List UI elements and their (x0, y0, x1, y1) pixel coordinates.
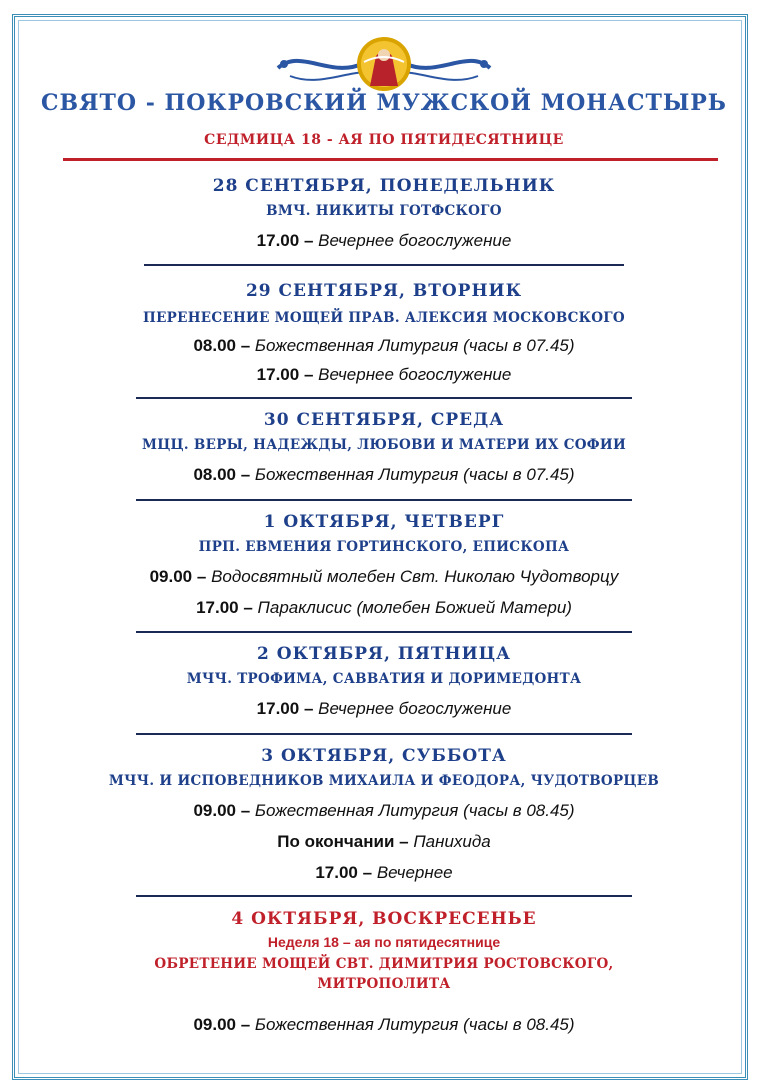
service-name: Параклисис (молебен Божией Матери) (257, 598, 572, 617)
day-saint: МЧЧ. ТРОФИМА, САВВАТИЯ И ДОРИМЕДОНТА (186, 671, 582, 687)
day-block (40, 908, 728, 1036)
day-saint: ПЕРЕНЕСЕНИЕ МОЩЕЙ ПРАВ. АЛЕКСИЯ МОСКОВСКОГО (143, 310, 625, 326)
service-time: 08.00 (193, 336, 236, 355)
service-item (40, 335, 728, 357)
day-saint-continued: МИТРОПОЛИТА (317, 976, 451, 992)
day-saint: ОБРЕТЕНИЕ МОЩЕЙ СВТ. ДИМИТРИЯ РОСТОВСКОГО, (154, 956, 614, 972)
service-name: Божественная Литургия (часы в 07.45) (254, 336, 575, 355)
day-date: 2 ОКТЯБРЯ, ПЯТНИЦА (257, 644, 511, 664)
service-time: 09.00 (193, 801, 236, 820)
day-date: 1 ОКТЯБРЯ, ЧЕТВЕРГ (263, 512, 505, 532)
service-dash: – (196, 567, 207, 586)
day-saint: МЧЧ. И ИСПОВЕДНИКОВ МИХАИЛА И ФЕОДОРА, ЧУДОТВОРЦЕВ (108, 773, 660, 789)
service-time: 17.00 (256, 365, 300, 384)
day-block (40, 175, 728, 252)
service-time: 08.00 (193, 465, 236, 484)
service-item (40, 464, 728, 486)
service-time: 09.00 (193, 1015, 236, 1034)
day-date: 3 ОКТЯБРЯ, СУББОТА (261, 746, 507, 766)
service-item (40, 831, 728, 853)
service-name: Панихида (413, 832, 491, 851)
service-name: Божественная Литургия (часы в 07.45) (254, 465, 575, 484)
day-date: 29 СЕНТЯБРЯ, ВТОРНИК (245, 281, 523, 301)
service-item (40, 1014, 728, 1036)
header-divider (63, 158, 718, 161)
service-item (40, 862, 728, 884)
service-dash: – (240, 1015, 251, 1034)
day-block (40, 511, 728, 619)
service-item (40, 230, 728, 252)
service-name: Вечернее (376, 863, 453, 882)
day-block (40, 409, 728, 486)
service-item (40, 800, 728, 822)
day-block (40, 745, 728, 884)
day-saint: ВМЧ. НИКИТЫ ГОТФСКОГО (266, 203, 502, 219)
page-subtitle: СЕДМИЦА 18 - АЯ ПО ПЯТИДЕСЯТНИЦЕ (204, 132, 564, 148)
service-item (40, 364, 728, 386)
day-date: 4 ОКТЯБРЯ, ВОСКРЕСЕНЬЕ (231, 909, 537, 929)
service-time: 17.00 (256, 231, 300, 250)
service-dash: – (303, 699, 314, 718)
page-title: СВЯТО - ПОКРОВСКИЙ МУЖСКОЙ МОНАСТЫРЬ (41, 90, 727, 116)
day-nedelya: Неделя 18 – ая по пятидесятнице (267, 934, 501, 950)
service-time: 17.00 (256, 699, 300, 718)
service-name: Вечернее богослужение (318, 231, 512, 250)
day-block (40, 280, 728, 386)
service-item (40, 566, 728, 588)
service-time: 17.00 (196, 598, 239, 617)
service-dash: – (243, 598, 253, 617)
day-divider (136, 631, 632, 633)
service-dash: – (240, 801, 251, 820)
day-saint: ПРП. ЕВМЕНИЯ ГОРТИНСКОГО, ЕПИСКОПА (198, 539, 570, 555)
service-dash: – (240, 465, 251, 484)
service-dash: – (303, 231, 314, 250)
day-date: 30 СЕНТЯБРЯ, СРЕДА (263, 410, 505, 430)
service-item (40, 597, 728, 619)
service-time: 17.00 (315, 863, 358, 882)
service-name: Вечернее богослужение (318, 365, 512, 384)
service-name: Божественная Литургия (часы в 08.45) (254, 801, 575, 820)
service-name: Божественная Литургия (часы в 08.45) (254, 1015, 575, 1034)
day-divider (136, 895, 632, 897)
service-item (40, 698, 728, 720)
service-dash: – (303, 365, 314, 384)
service-dash: – (362, 863, 373, 882)
service-name: Вечернее богослужение (318, 699, 512, 718)
service-time: 09.00 (149, 567, 193, 586)
service-name: Водосвятный молебен Свт. Николаю Чудотворцу (211, 567, 619, 586)
day-saint: МЦЦ. ВЕРЫ, НАДЕЖДЫ, ЛЮБОВИ И МАТЕРИ ИХ СОФИИ (141, 437, 627, 453)
icon-ornament (270, 34, 498, 94)
service-dash: – (240, 336, 251, 355)
service-dash: – (399, 832, 409, 851)
service-time: По окончании (277, 832, 395, 851)
day-divider (136, 499, 632, 501)
day-date: 28 СЕНТЯБРЯ, ПОНЕДЕЛЬНИК (212, 176, 556, 196)
day-divider (144, 264, 624, 266)
day-divider (136, 733, 632, 735)
day-block (40, 643, 728, 720)
day-divider (136, 397, 632, 399)
